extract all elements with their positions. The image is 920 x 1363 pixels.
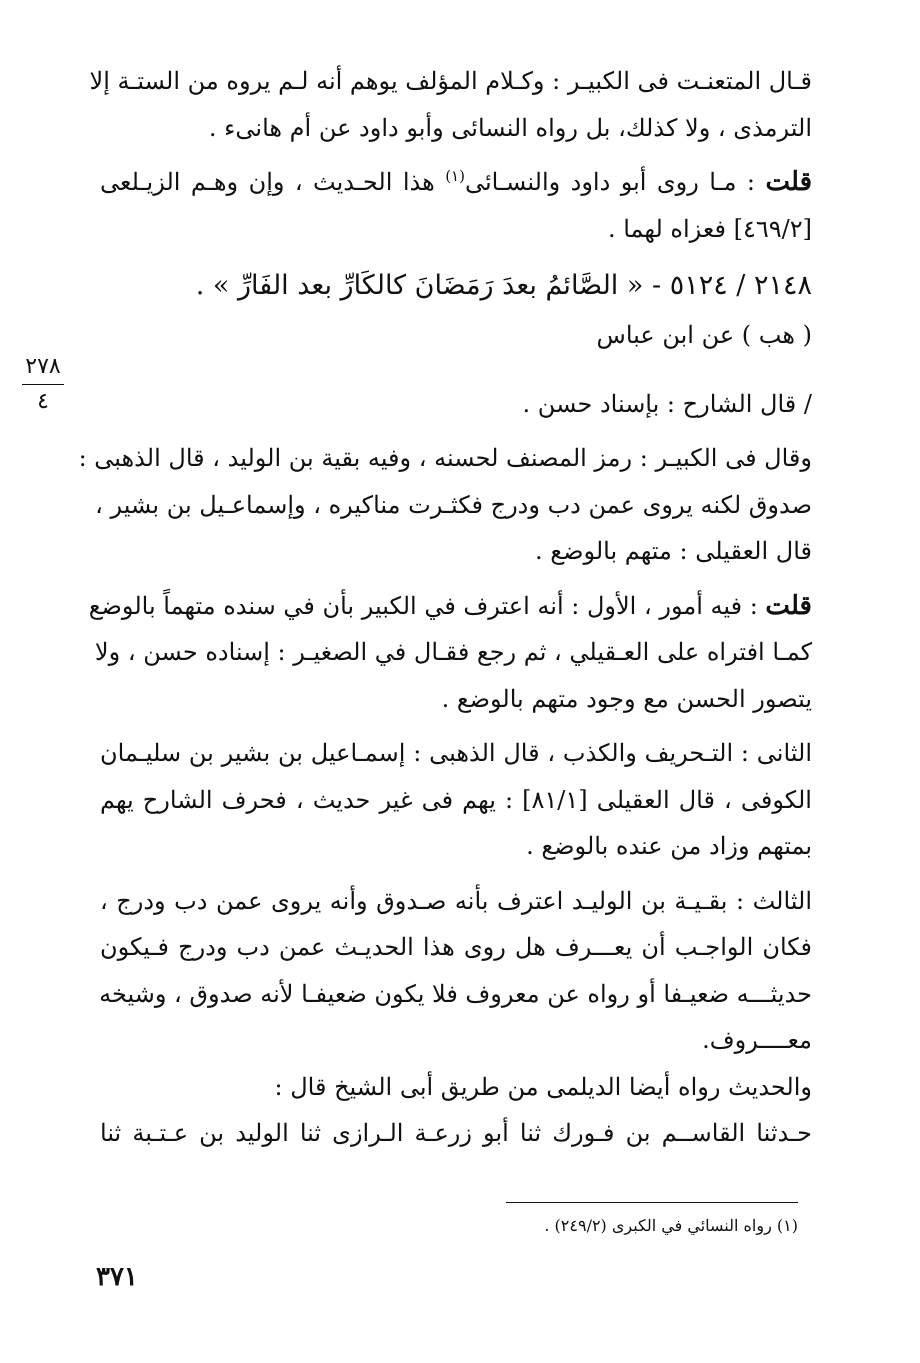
marginal-reference	[18, 352, 68, 417]
text-line: فكان الواجـب أن يعـــرف هل روى هذا الحديـث عمن دب ودرج فـيكون	[100, 933, 812, 961]
text-segment: مـا روى أبو داود والنسـائى	[464, 168, 737, 196]
footnote-separator	[506, 1202, 798, 1203]
hadith-source: ( هب ) عن ابن عباس	[596, 321, 812, 349]
text-line: حديثـــه ضعيـفا أو رواه عن معروف فلا يكون ضعيفـا لأنه صدوق ، وشيخه	[99, 979, 812, 1008]
text-line: صدوق لكنه يروى عمن دب ودرج فكثـرت مناكيره ، وإسماعـيل بن بشير ،	[95, 490, 812, 519]
marginal-reference-rule	[22, 384, 64, 385]
hadith-heading: ٢١٤٨ / ٥١٢٤ - « الصَّائمُ بعدَ رَمَضَانَ كالكَارِّ بعد الفَارِّ » .	[195, 270, 812, 301]
text-line: [٤٦٩/٢] فعزاه لهما .	[607, 214, 812, 243]
qult-label: قلت	[765, 167, 813, 197]
text-line: قلت : مـا روى أبو داود والنسـائى$^{(١)}$ هذا الحـديث ، وإن وهـم الزيـلعى	[100, 167, 813, 197]
page-number: ٣٧١	[96, 1262, 138, 1292]
text-line: كمـا افتراه على العـقيلي ، ثم رجع فقـال في الصغيـر : إسناده حسن ، ولا	[94, 638, 812, 666]
text-line: يتصور الحسن مع وجود متهم بالوضع .	[441, 684, 812, 713]
main-text	[78, 58, 813, 1157]
footnote: (١) رواه النسائي في الكبرى (٢٤٩/٢) .	[544, 1216, 798, 1235]
text-line: قال العقيلى : متهم بالوضع .	[535, 537, 812, 565]
text-line: قـال المتعنـت فى الكبيـر : وكـلام المؤلف يوهم أنه لـم يروه من الستـة إلا	[89, 67, 812, 95]
text-segment: هذا الحـديث ، وإن وهـم الزيـلعى	[100, 168, 446, 196]
qult-label: قلت	[765, 590, 812, 621]
marginal-reference-bottom: ٤	[37, 389, 49, 414]
marginal-reference-top: ٢٧٨	[25, 354, 61, 379]
text-line: والحديث رواه أيضا الديلمى من طريق أبى الشيخ قال :	[274, 1072, 812, 1101]
text-line: وقال فى الكبيـر : رمز المصنف لحسنه ، وفيه بقية بن الوليد ، قال الذهبى :	[78, 444, 812, 472]
text-segment: : فيه أمور ، الأول : أنه اعترف في الكبير بأن في سنده متهماً بالوضع	[88, 591, 766, 620]
text-line: الثانى : التـحريف والكذب ، قال الذهبى : إسمـاعيل بن بشير بن سليـمان	[100, 739, 812, 767]
footnote-marker: (١)	[445, 167, 465, 185]
text-line: الترمذى ، ولا كذلك، بل رواه النسائى وأبو داود عن أم هانىء .	[208, 113, 812, 142]
text-line: / قال الشارح : بإسناد حسن .	[522, 389, 812, 418]
text-line: حـدثنا القاســم بن فـورك ثنا أبو زرعـة الـرازى ثنا الوليد بن عـتـبة ثنا	[100, 1119, 812, 1147]
text-line: بمتهم وزاد من عنده بالوضع .	[526, 832, 812, 860]
text-line: الثالث : بقـيـة بن الوليـد اعترف بأنه صـدوق وأنه يروى عمن دب ودرج ،	[100, 886, 812, 915]
text-line: معــــروف.	[702, 1026, 812, 1054]
text-line: الكوفى ، قال العقيلى [٨١/١] : يهم فى غير حديث ، فحرف الشارح يهم	[100, 785, 812, 814]
text-line	[88, 583, 812, 630]
